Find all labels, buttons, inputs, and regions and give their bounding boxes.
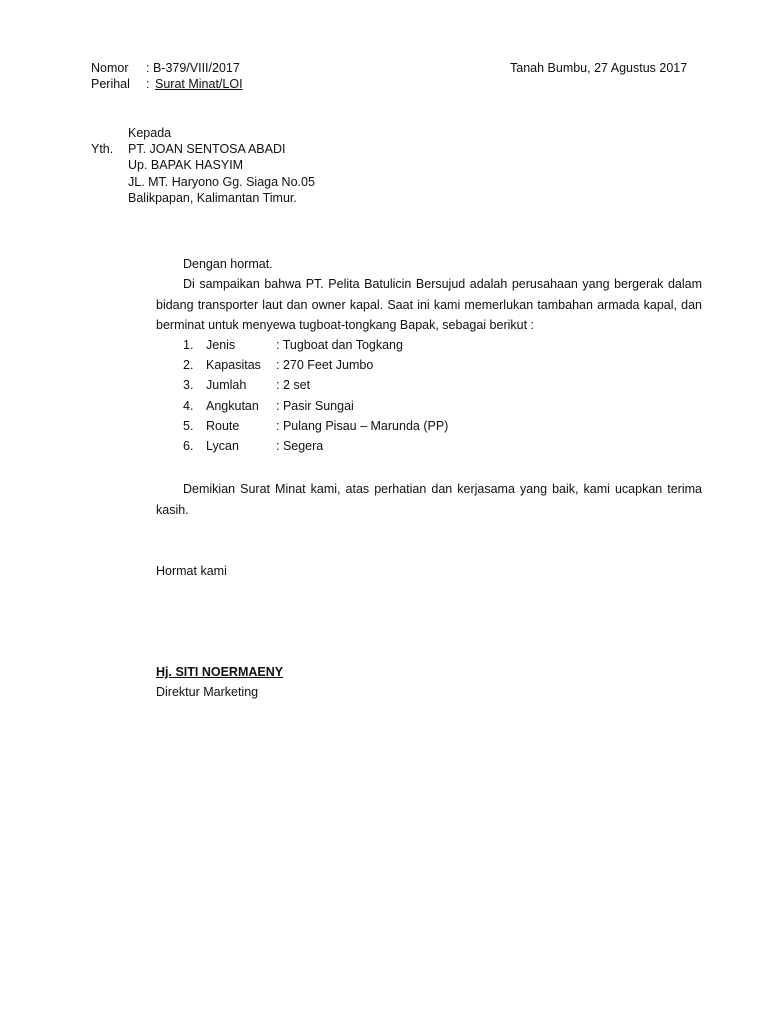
- recipient-attention: Up. BAPAK HASYIM: [128, 158, 244, 172]
- yth: Yth.: [91, 142, 114, 156]
- place-date: Tanah Bumbu, 27 Agustus 2017: [510, 61, 688, 75]
- list-item-value: : 2 set: [276, 378, 311, 392]
- list-item-label: Route: [206, 419, 240, 433]
- recipient-address-line1: JL. MT. Haryono Gg. Siaga No.05: [128, 175, 315, 189]
- list-item-value: : Tugboat dan Togkang: [276, 338, 403, 352]
- list-item-number: 5.: [183, 419, 194, 433]
- perihal-label: Perihal: [91, 77, 130, 91]
- nomor-value: : B-379/VIII/2017: [146, 61, 240, 75]
- list-item-value: : 270 Feet Jumbo: [276, 358, 374, 372]
- signer-title: Direktur Marketing: [156, 685, 259, 699]
- nomor-label: Nomor: [91, 61, 129, 75]
- list-item-number: 4.: [183, 399, 194, 413]
- list-item-number: 6.: [183, 439, 194, 453]
- perihal-colon: :: [146, 77, 150, 91]
- closing-paragraph: Demikian Surat Minat kami, atas perhatian dan kerjasama yang baik, kami ucapkan terima kasih.: [156, 482, 702, 517]
- list-item-label: Jenis: [206, 338, 236, 352]
- list-item-label: Angkutan: [206, 399, 259, 413]
- list-item-number: 3.: [183, 378, 194, 392]
- signer-name: Hj. SITI NOERMAENY: [156, 665, 284, 679]
- recipient-company: PT. JOAN SENTOSA ABADI: [128, 142, 286, 156]
- regards: Hormat kami: [156, 564, 227, 578]
- list-item-value: : Pasir Sungai: [276, 399, 354, 413]
- list-item-value: : Pulang Pisau – Marunda (PP): [276, 419, 449, 433]
- perihal-value: Surat Minat/LOI: [155, 77, 243, 91]
- list-item-label: Jumlah: [206, 378, 247, 392]
- list-item-label: Lycan: [206, 439, 239, 453]
- recipient-address-line2: Balikpapan, Kalimantan Timur.: [128, 191, 297, 205]
- list-item-number: 2.: [183, 358, 194, 372]
- greeting: Dengan hormat.: [183, 257, 273, 271]
- intro-paragraph: Di sampaikan bahwa PT. Pelita Batulicin Bersujud adalah perusahaan yang bergerak dalam bidang transporter laut dan owner kapal. Saat ini kami memerlukan tambahan armada kapal, dan berminat untuk menyewa tugboat-tongkang Bapak, sebagai berikut :: [156, 277, 702, 332]
- kepada: Kepada: [128, 126, 172, 140]
- list-item-number: 1.: [183, 338, 194, 352]
- list-item-value: : Segera: [276, 439, 324, 453]
- list-item-label: Kapasitas: [206, 358, 261, 372]
